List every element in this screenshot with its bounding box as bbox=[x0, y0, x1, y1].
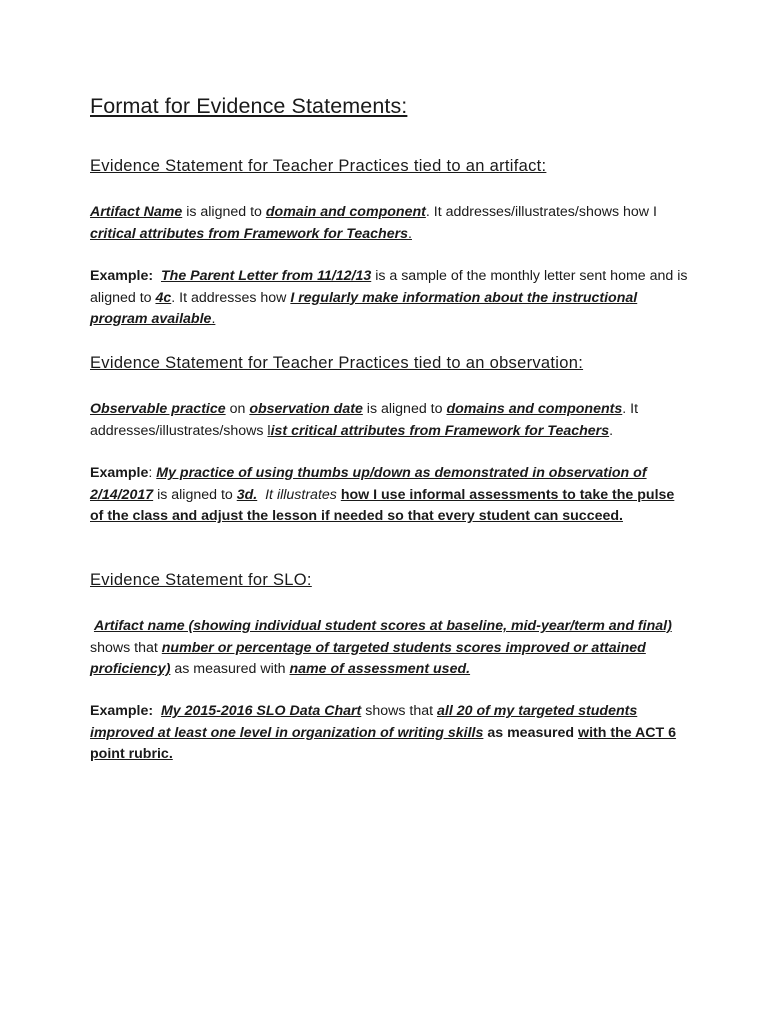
text-fragment bbox=[153, 703, 161, 719]
section-slo-heading: Evidence Statement for SLO: bbox=[90, 571, 312, 589]
critical-attributes-placeholder: ist critical attributes from Framework for Teachers bbox=[270, 422, 610, 439]
slo-template-paragraph bbox=[90, 616, 690, 681]
text-fragment: . It addresses/illustrates/shows bbox=[90, 401, 639, 439]
observable-practice-placeholder: Observable practice bbox=[90, 401, 226, 417]
observation-date-placeholder: observation date bbox=[249, 401, 363, 417]
domains-components-placeholder: domains and components bbox=[446, 401, 623, 417]
domain-component-placeholder: domain and component bbox=[265, 204, 426, 220]
text-fragment: . bbox=[408, 225, 412, 242]
critical-attributes-placeholder: critical attributes from Framework for Teachers bbox=[90, 225, 409, 242]
text-fragment: is a sample of the monthly letter sent home and is aligned to bbox=[90, 268, 688, 306]
number-percentage-placeholder: number or percentage of targeted students scores improved or attained proficiency) bbox=[90, 639, 646, 677]
assessment-placeholder: name of assessment used. bbox=[289, 661, 471, 677]
text-fragment: as measured bbox=[483, 724, 579, 741]
text-fragment: is aligned to bbox=[362, 401, 447, 417]
artifact-example-paragraph bbox=[90, 266, 690, 331]
artifact-template-paragraph bbox=[90, 202, 690, 245]
text-fragment: It illustrates bbox=[257, 486, 341, 503]
slo-example-paragraph bbox=[90, 701, 690, 766]
example-statement: I regularly make information about the instructional program available bbox=[90, 289, 638, 327]
text-fragment: . bbox=[609, 422, 614, 439]
slo-artifact-placeholder: Artifact name (showing individual student scores at baseline, mid-year/term and final) bbox=[93, 618, 672, 634]
text-fragment: . It addresses/illustrates/shows how I bbox=[425, 204, 657, 220]
text-fragment: . It addresses how bbox=[171, 289, 291, 306]
text-fragment bbox=[153, 268, 161, 284]
example-label: Example bbox=[90, 465, 149, 481]
text-fragment: l bbox=[267, 422, 271, 439]
section-artifact-heading: Evidence Statement for Teacher Practices tied to an artifact: bbox=[90, 157, 547, 175]
example-statement: how I use informal assessments to take the pulse of the class and adjust the lesson if needed so that every student can succeed. bbox=[90, 486, 675, 524]
document-title: Format for Evidence Statements: bbox=[90, 94, 408, 118]
text-fragment: . bbox=[211, 311, 216, 327]
example-result: all 20 of my targeted students improved at least one level in organization of writing skills bbox=[90, 703, 638, 741]
text-fragment: : bbox=[148, 465, 157, 481]
example-artifact: The Parent Letter from 11/12/13 bbox=[160, 268, 372, 284]
text-fragment: is aligned to bbox=[153, 486, 237, 503]
example-practice: My practice of using thumbs up/down as demonstrated in observation of 2/14/2017 bbox=[90, 465, 647, 503]
text-fragment: is aligned to bbox=[182, 204, 266, 220]
artifact-name-placeholder: Artifact Name bbox=[90, 204, 183, 220]
example-label: Example: bbox=[90, 268, 154, 284]
example-component: 3d. bbox=[236, 486, 258, 503]
observation-template-paragraph bbox=[90, 399, 690, 442]
example-component: 4c bbox=[155, 289, 172, 306]
example-rubric: with the ACT 6 point rubric. bbox=[90, 724, 677, 762]
text-fragment: shows that bbox=[361, 703, 437, 719]
text-fragment: shows that bbox=[90, 639, 162, 656]
text-fragment: on bbox=[225, 401, 250, 417]
section-observation-heading: Evidence Statement for Teacher Practices tied to an observation: bbox=[90, 354, 584, 372]
example-data-chart: My 2015-2016 SLO Data Chart bbox=[160, 703, 362, 719]
observation-example-paragraph bbox=[90, 463, 690, 528]
example-label: Example: bbox=[90, 703, 154, 719]
text-fragment: as measured with bbox=[170, 661, 290, 677]
